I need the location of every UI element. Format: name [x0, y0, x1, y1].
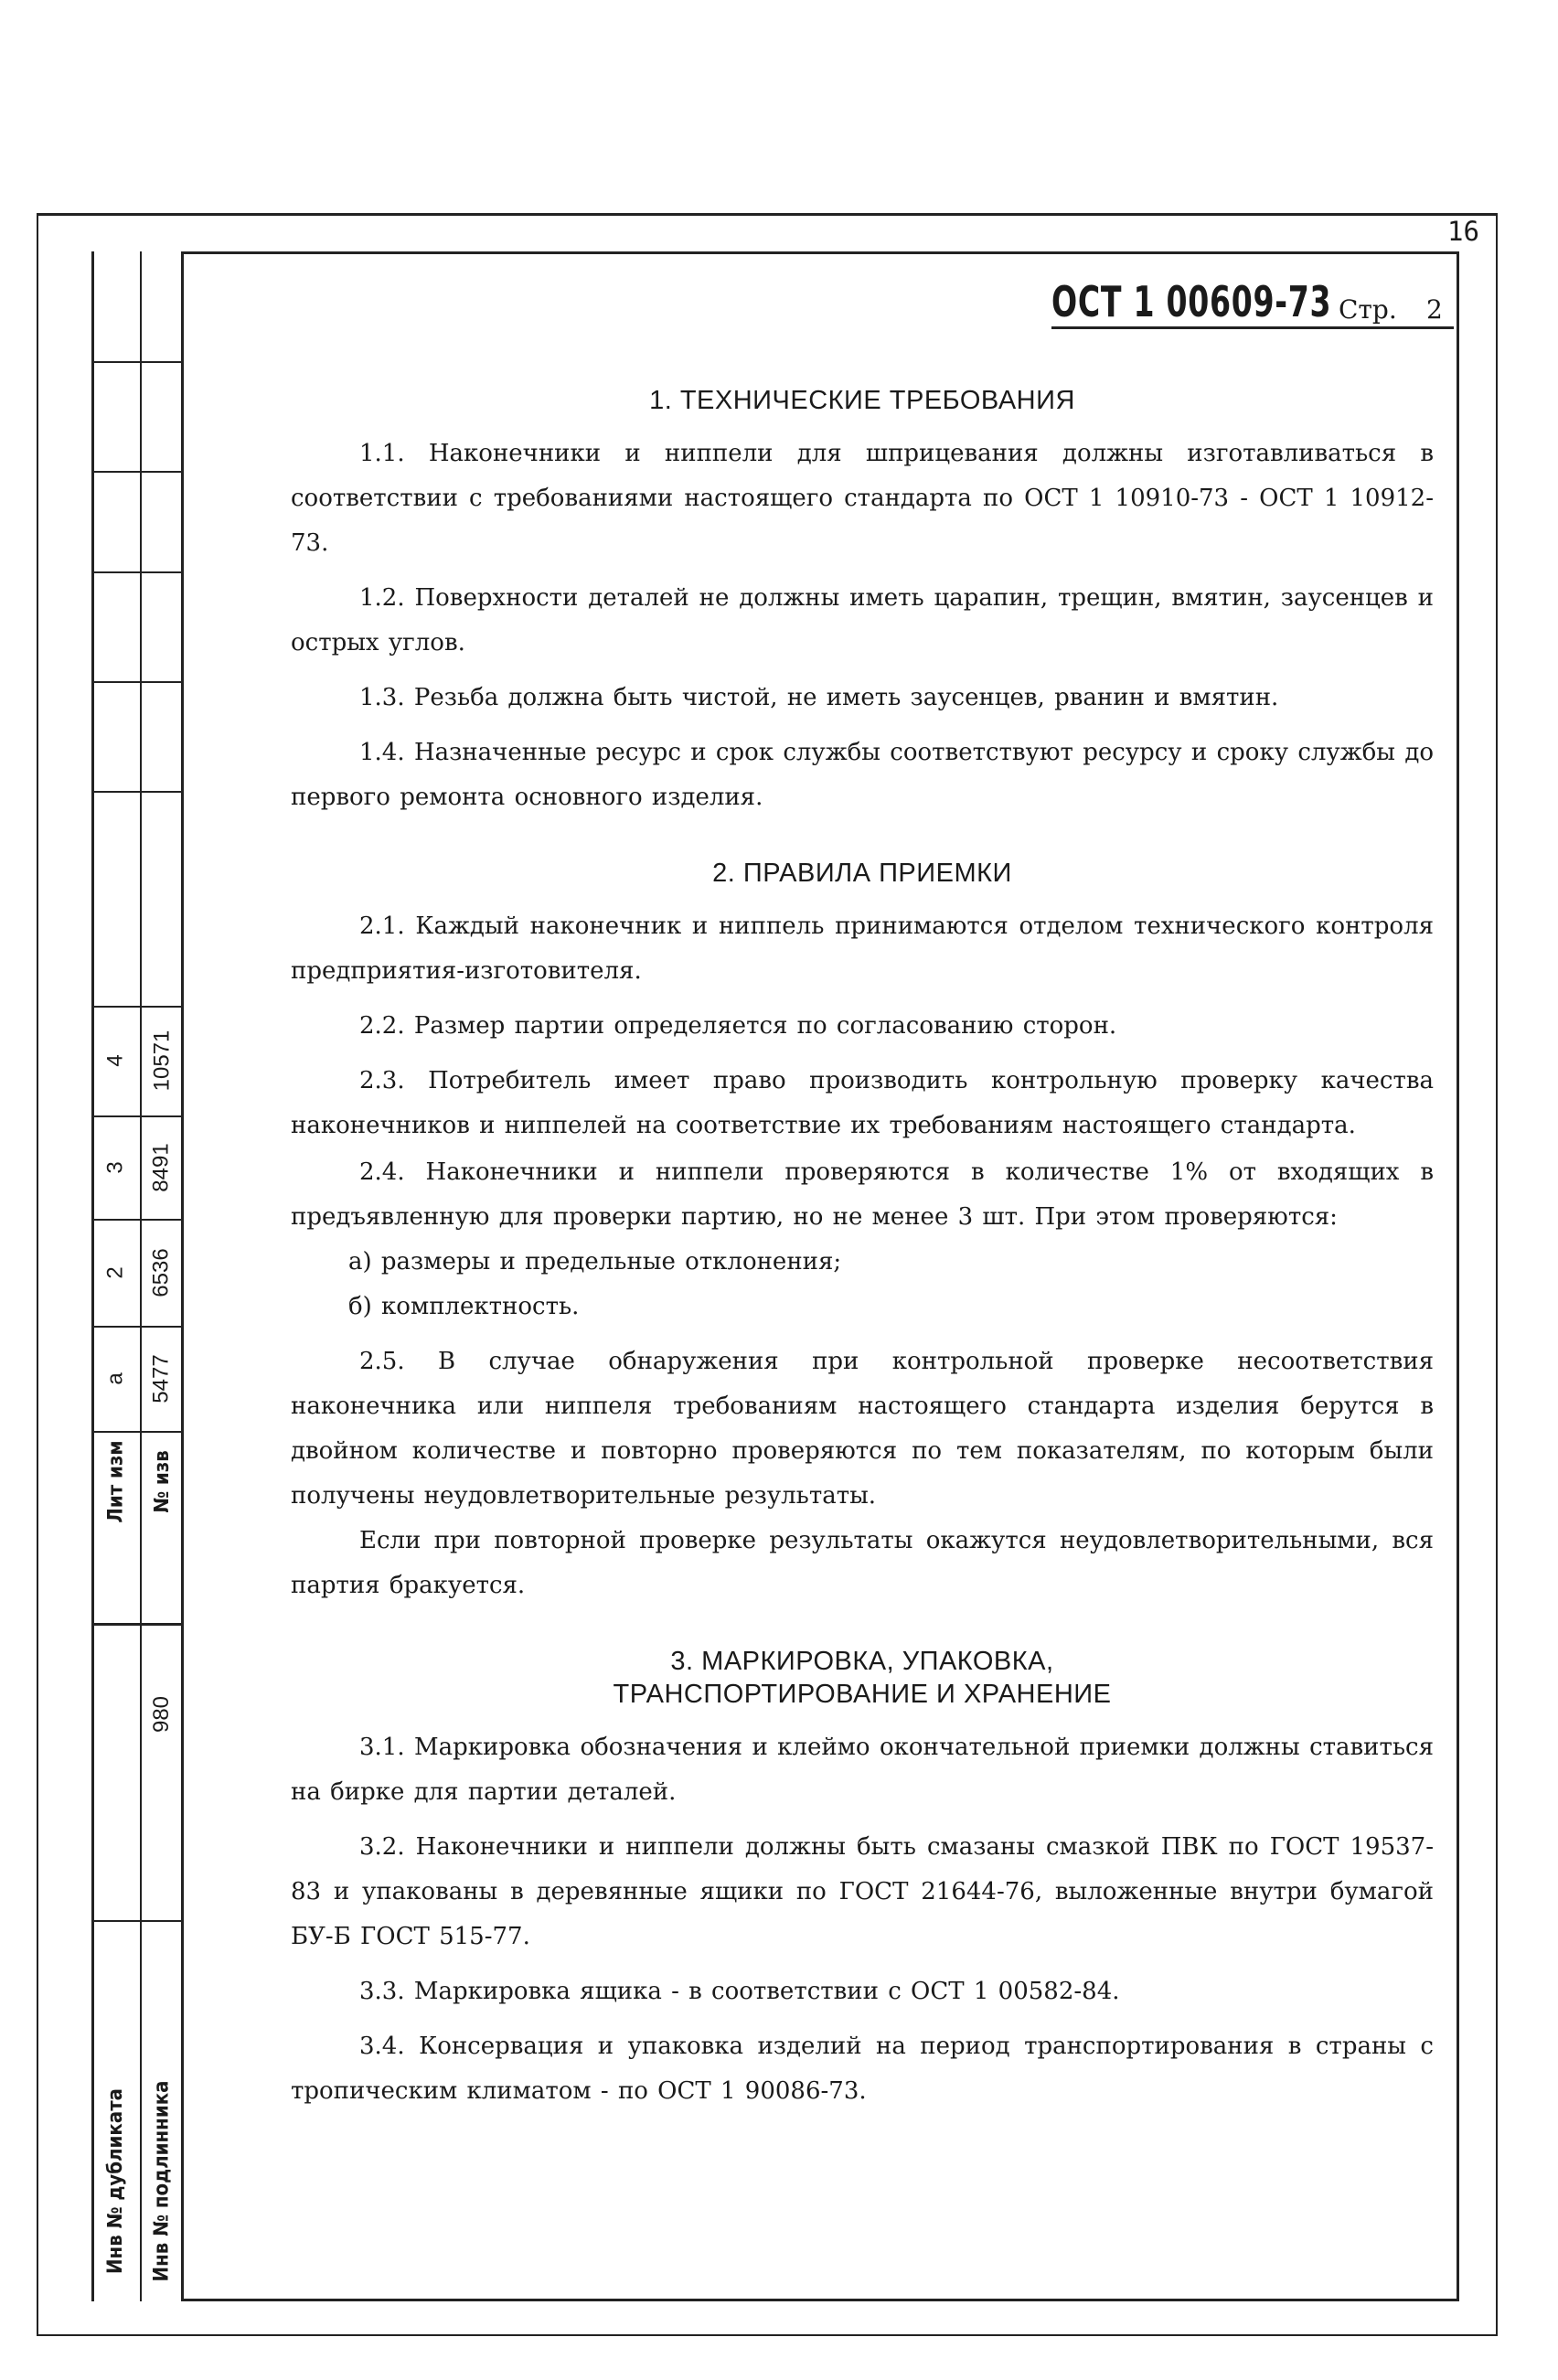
clause-2-4: 2.4. Наконечники и ниппели проверяются в количестве 1% от входящих в предъявленную для проверки партию, но не менее 3 шт. При этом проверяются:: [291, 1158, 1434, 1231]
stamp-line: [94, 791, 184, 793]
stamp-izv-8491: 8491: [149, 1142, 175, 1192]
stamp-podl-value: 980: [148, 1695, 174, 1734]
document-body: [291, 384, 1434, 2114]
page-label: Стр.: [1339, 294, 1397, 325]
clause-2-4-b: б) комплектность.: [348, 1293, 580, 1320]
clause-2-2: 2.2. Размер партии определяется по согласованию сторон.: [359, 1012, 1117, 1040]
document-code: ОСТ 1 00609-73: [1051, 277, 1332, 326]
stamp-izm-a: а: [102, 1371, 128, 1385]
clause-2-4-a: а) размеры и предельные отклонения;: [348, 1248, 842, 1275]
section-title-line2: ТРАНСПОРТИРОВАНИЕ И ХРАНЕНИЕ: [613, 1680, 1112, 1709]
stamp-izv-10571: 10571: [149, 1030, 174, 1092]
stamp-label-no-izv: № изв: [150, 1449, 174, 1513]
clause-1-2: 1.2. Поверхности деталей не должны иметь царапин, трещин, вмятин, заусенцев и острых углов.: [291, 584, 1434, 656]
clause-2-5-repeat: Если при повторной проверке результаты окажутся неудовлетворительными, вся партия бракуется.: [291, 1527, 1434, 1599]
stamp-line: [94, 1920, 184, 1922]
document-header: [1051, 279, 1454, 329]
stamp-label-inv-podl: Инв № подлинника: [150, 2080, 174, 2281]
clause-3-1: 3.1. Маркировка обозначения и клеймо окончательной приемки должны ставиться на бирке для партии деталей.: [291, 1734, 1434, 1806]
section-title: 3. МАРКИРОВКА, УПАКОВКА,: [670, 1647, 1054, 1676]
stamp-label-lit-izm: Лит изм: [104, 1439, 128, 1523]
clause-1-3: 1.3. Резьба должна быть чистой, не иметь заусенцев, рванин и вмятин.: [359, 684, 1279, 711]
sheet-number: 16: [1447, 216, 1479, 247]
section-title: 1. ТЕХНИЧЕСКИЕ ТРЕБОВАНИЯ: [649, 386, 1075, 415]
stamp-label-inv-dubl: Инв № дубликата: [104, 2087, 128, 2274]
clause-1-4: 1.4. Назначенные ресурс и срок службы соответствуют ресурсу и сроку службы до первого ремонта основного изделия.: [291, 739, 1434, 811]
page-number: 2: [1426, 294, 1443, 325]
clause-2-5: 2.5. В случае обнаружения при контрольной проверке несоответствия наконечника или ниппеля требованиям настоящего стандарта изделия берутся в двойном количестве и повторно проверяются по тем показателям, по которым были получены неудовлетворительные результаты.: [291, 1348, 1434, 1510]
section-title: 2. ПРАВИЛА ПРИЕМКИ: [712, 859, 1012, 888]
stamp-line: [94, 571, 184, 573]
stamp-izm-2: 2: [102, 1265, 128, 1279]
stamp-line: [94, 471, 184, 473]
revision-stamp: [91, 251, 181, 2301]
clause-3-2: 3.2. Наконечники и ниппели должны быть смазаны смазкой ПВК по ГОСТ 19537-83 и упакованы в деревянные ящики по ГОСТ 21644-76, выложенные внутри бумагой БУ-Б ГОСТ 515-77.: [291, 1833, 1434, 1950]
clause-3-3: 3.3. Маркировка ящика - в соответствии с ОСТ 1 00582-84.: [359, 1978, 1120, 2005]
stamp-izv-6536: 6536: [149, 1247, 175, 1297]
stamp-izv-5477: 5477: [149, 1353, 175, 1403]
clause-2-1: 2.1. Каждый наконечник и ниппель принимаются отделом технического контроля предприятия-изготовителя.: [291, 913, 1434, 985]
clause-2-3: 2.3. Потребитель имеет право производить контрольную проверку качества наконечников и ниппелей на соответствие их требованиям настоящего стандарта.: [291, 1067, 1434, 1139]
stamp-line: [94, 361, 184, 363]
clause-1-1: 1.1. Наконечники и ниппели для шприцевания должны изготавливаться в соответствии с требованиями настоящего стандарта по ОСТ 1 10910-73 - ОСТ 1 10912-73.: [291, 440, 1434, 557]
stamp-izm-3: 3: [102, 1160, 128, 1174]
stamp-line: [94, 1623, 184, 1626]
stamp-line: [94, 681, 184, 683]
clause-3-4: 3.4. Консервация и упаковка изделий на период транспортирования в страны с тропическим климатом - по ОСТ 1 90086-73.: [291, 2033, 1434, 2105]
stamp-izm-4: 4: [102, 1054, 128, 1067]
